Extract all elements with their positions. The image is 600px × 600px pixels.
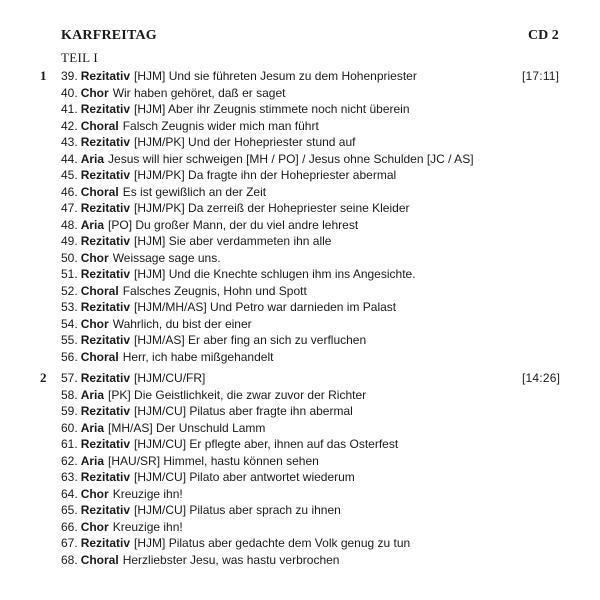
track-row bbox=[61, 370, 521, 387]
track-number: 65. bbox=[61, 503, 78, 517]
part-subtitle: TEIL I bbox=[61, 50, 99, 65]
track-title: [HJM/MH/AS] Und Petro war darnieden im Palast bbox=[134, 300, 397, 314]
track-type: Rezitativ bbox=[80, 234, 131, 248]
track-row bbox=[61, 387, 521, 404]
track-list bbox=[61, 68, 521, 365]
track-title: Kreuzige ihn! bbox=[112, 519, 183, 534]
track-title: [HJM] Pilatus aber gedachte dem Volk genug zu tun bbox=[134, 536, 411, 550]
track-row bbox=[61, 250, 521, 267]
track-number: 64. bbox=[61, 486, 78, 501]
track-number: 58. bbox=[61, 387, 78, 402]
track-type: Chor bbox=[80, 85, 109, 100]
track-number: 55. bbox=[61, 333, 78, 347]
section-duration: [14:26] bbox=[522, 371, 561, 385]
track-number: 67. bbox=[61, 536, 78, 550]
track-title: Herzliebster Jesu, was hastu verbrochen bbox=[122, 552, 340, 567]
track-number: 56. bbox=[61, 349, 78, 364]
track-title: Kreuzige ihn! bbox=[112, 486, 183, 501]
track-number: 48. bbox=[61, 217, 78, 232]
track-number: 45. bbox=[61, 168, 78, 182]
section-duration: [17:11] bbox=[522, 69, 560, 83]
track-type: Rezitativ bbox=[80, 267, 131, 281]
track-row bbox=[61, 535, 521, 552]
track-row bbox=[61, 349, 521, 366]
track-type: Rezitativ bbox=[80, 168, 131, 182]
track-number: 53. bbox=[61, 300, 78, 314]
track-row bbox=[61, 332, 521, 349]
cd-label: CD 2 bbox=[528, 28, 559, 43]
track-type: Rezitativ bbox=[80, 135, 131, 149]
track-number: 42. bbox=[61, 118, 78, 133]
track-type: Chor bbox=[80, 250, 109, 265]
track-type: Choral bbox=[80, 118, 119, 133]
track-type: Choral bbox=[80, 283, 119, 298]
track-title: [PO] Du großer Mann, der du viel andre lehrest bbox=[108, 217, 359, 232]
track-row bbox=[61, 217, 521, 234]
track-type: Rezitativ bbox=[80, 404, 131, 418]
track-type: Aria bbox=[80, 420, 105, 435]
track-type: Chor bbox=[80, 519, 109, 534]
track-number: 41. bbox=[61, 102, 78, 116]
track-number: 50. bbox=[61, 250, 78, 265]
track-type: Rezitativ bbox=[80, 470, 131, 484]
track-title: [PK] Die Geistlichkeit, die zwar zuvor der Richter bbox=[108, 387, 367, 402]
track-type: Choral bbox=[80, 184, 119, 199]
track-type: Rezitativ bbox=[80, 536, 131, 550]
track-row bbox=[61, 68, 521, 85]
track-title: Jesus will hier schweigen [MH / PO] / Jesus ohne Schulden [JC / AS] bbox=[108, 151, 474, 166]
track-number: 66. bbox=[61, 519, 78, 534]
track-row bbox=[61, 519, 521, 536]
track-number: 61. bbox=[61, 437, 78, 451]
track-row bbox=[61, 200, 521, 217]
track-row bbox=[61, 486, 521, 503]
section-number: 1 bbox=[40, 68, 47, 83]
track-type: Rezitativ bbox=[80, 371, 131, 385]
track-title: [HJM] Und sie führeten Jesum zu dem Hohenpriester bbox=[134, 69, 417, 83]
track-title: Falsch Zeugnis wider mich man führt bbox=[122, 118, 319, 133]
track-type: Aria bbox=[80, 387, 105, 402]
track-title: [HJM/CU] Er pflegte aber, ihnen auf das Osterfest bbox=[134, 437, 399, 451]
track-row bbox=[61, 134, 521, 151]
track-number: 62. bbox=[61, 453, 78, 468]
track-type: Rezitativ bbox=[80, 201, 131, 215]
track-row bbox=[61, 85, 521, 102]
track-list bbox=[61, 370, 521, 568]
track-number: 52. bbox=[61, 283, 78, 298]
track-row bbox=[61, 283, 521, 300]
track-type: Rezitativ bbox=[80, 437, 131, 451]
track-row bbox=[61, 184, 521, 201]
track-row bbox=[61, 233, 521, 250]
track-type: Rezitativ bbox=[80, 102, 131, 116]
track-type: Chor bbox=[80, 486, 109, 501]
track-number: 49. bbox=[61, 234, 78, 248]
track-title: [HJM/PK] Da fragte ihn der Hohepriester abermal bbox=[134, 168, 397, 182]
track-title: [MH/AS] Der Unschuld Lamm bbox=[108, 420, 266, 435]
track-type: Aria bbox=[80, 217, 105, 232]
track-type: Choral bbox=[80, 552, 119, 567]
track-title: Weissage sage uns. bbox=[112, 250, 221, 265]
track-row bbox=[61, 420, 521, 437]
track-row bbox=[61, 502, 521, 519]
track-title: Falsches Zeugnis, Hohn und Spott bbox=[122, 283, 307, 298]
page-title: KARFREITAG bbox=[61, 28, 157, 43]
track-number: 51. bbox=[61, 267, 78, 281]
track-number: 43. bbox=[61, 135, 78, 149]
track-row bbox=[61, 167, 521, 184]
track-number: 44. bbox=[61, 151, 78, 166]
track-type: Choral bbox=[80, 349, 119, 364]
track-title: [HJM/PK] Und der Hohepriester stund auf bbox=[134, 135, 356, 149]
track-type: Rezitativ bbox=[80, 300, 131, 314]
track-title: [HJM/CU] Pilatus aber fragte ihn abermal bbox=[134, 404, 353, 418]
track-title: Wahrlich, du bist der einer bbox=[112, 316, 252, 331]
track-number: 54. bbox=[61, 316, 78, 331]
track-number: 60. bbox=[61, 420, 78, 435]
track-title: Wir haben gehöret, daß er saget bbox=[112, 85, 286, 100]
track-number: 59. bbox=[61, 404, 78, 418]
track-title: [HJM] Sie aber verdammeten ihn alle bbox=[134, 234, 332, 248]
track-row bbox=[61, 403, 521, 420]
track-title: [HJM/CU] Pilatus aber sprach zu ihnen bbox=[134, 503, 341, 517]
track-type: Rezitativ bbox=[80, 333, 131, 347]
track-row bbox=[61, 552, 521, 569]
track-title: [HJM/CU] Pilato aber antwortet wiederum bbox=[134, 470, 355, 484]
track-title: [HJM] Und die Knechte schlugen ihm ins Angesichte. bbox=[134, 267, 416, 281]
track-number: 40. bbox=[61, 85, 78, 100]
track-row bbox=[61, 436, 521, 453]
track-number: 39. bbox=[61, 69, 78, 83]
track-type: Rezitativ bbox=[80, 503, 131, 517]
track-row bbox=[61, 453, 521, 470]
track-title: [HAU/SR] Himmel, hastu können sehen bbox=[108, 453, 319, 468]
track-number: 46. bbox=[61, 184, 78, 199]
track-row bbox=[61, 101, 521, 118]
track-number: 47. bbox=[61, 201, 78, 215]
track-title: [HJM/AS] Er aber fing an sich zu verfluchen bbox=[134, 333, 367, 347]
track-row bbox=[61, 151, 521, 168]
track-number: 57. bbox=[61, 371, 78, 385]
track-type: Aria bbox=[80, 151, 105, 166]
track-row bbox=[61, 469, 521, 486]
track-type: Aria bbox=[80, 453, 105, 468]
track-row bbox=[61, 299, 521, 316]
track-title: [HJM] Aber ihr Zeugnis stimmete noch nicht überein bbox=[134, 102, 410, 116]
track-type: Rezitativ bbox=[80, 69, 131, 83]
track-title: Es ist gewißlich an der Zeit bbox=[122, 184, 267, 199]
track-number: 68. bbox=[61, 552, 78, 567]
track-row bbox=[61, 316, 521, 333]
track-type: Chor bbox=[80, 316, 109, 331]
track-row bbox=[61, 266, 521, 283]
track-number: 63. bbox=[61, 470, 78, 484]
track-title: [HJM/PK] Da zerreiß der Hohepriester seine Kleider bbox=[134, 201, 410, 215]
section-number: 2 bbox=[40, 370, 47, 385]
track-row bbox=[61, 118, 521, 135]
track-title: Herr, ich habe mißgehandelt bbox=[122, 349, 274, 364]
track-title: [HJM/CU/FR] bbox=[134, 371, 206, 385]
